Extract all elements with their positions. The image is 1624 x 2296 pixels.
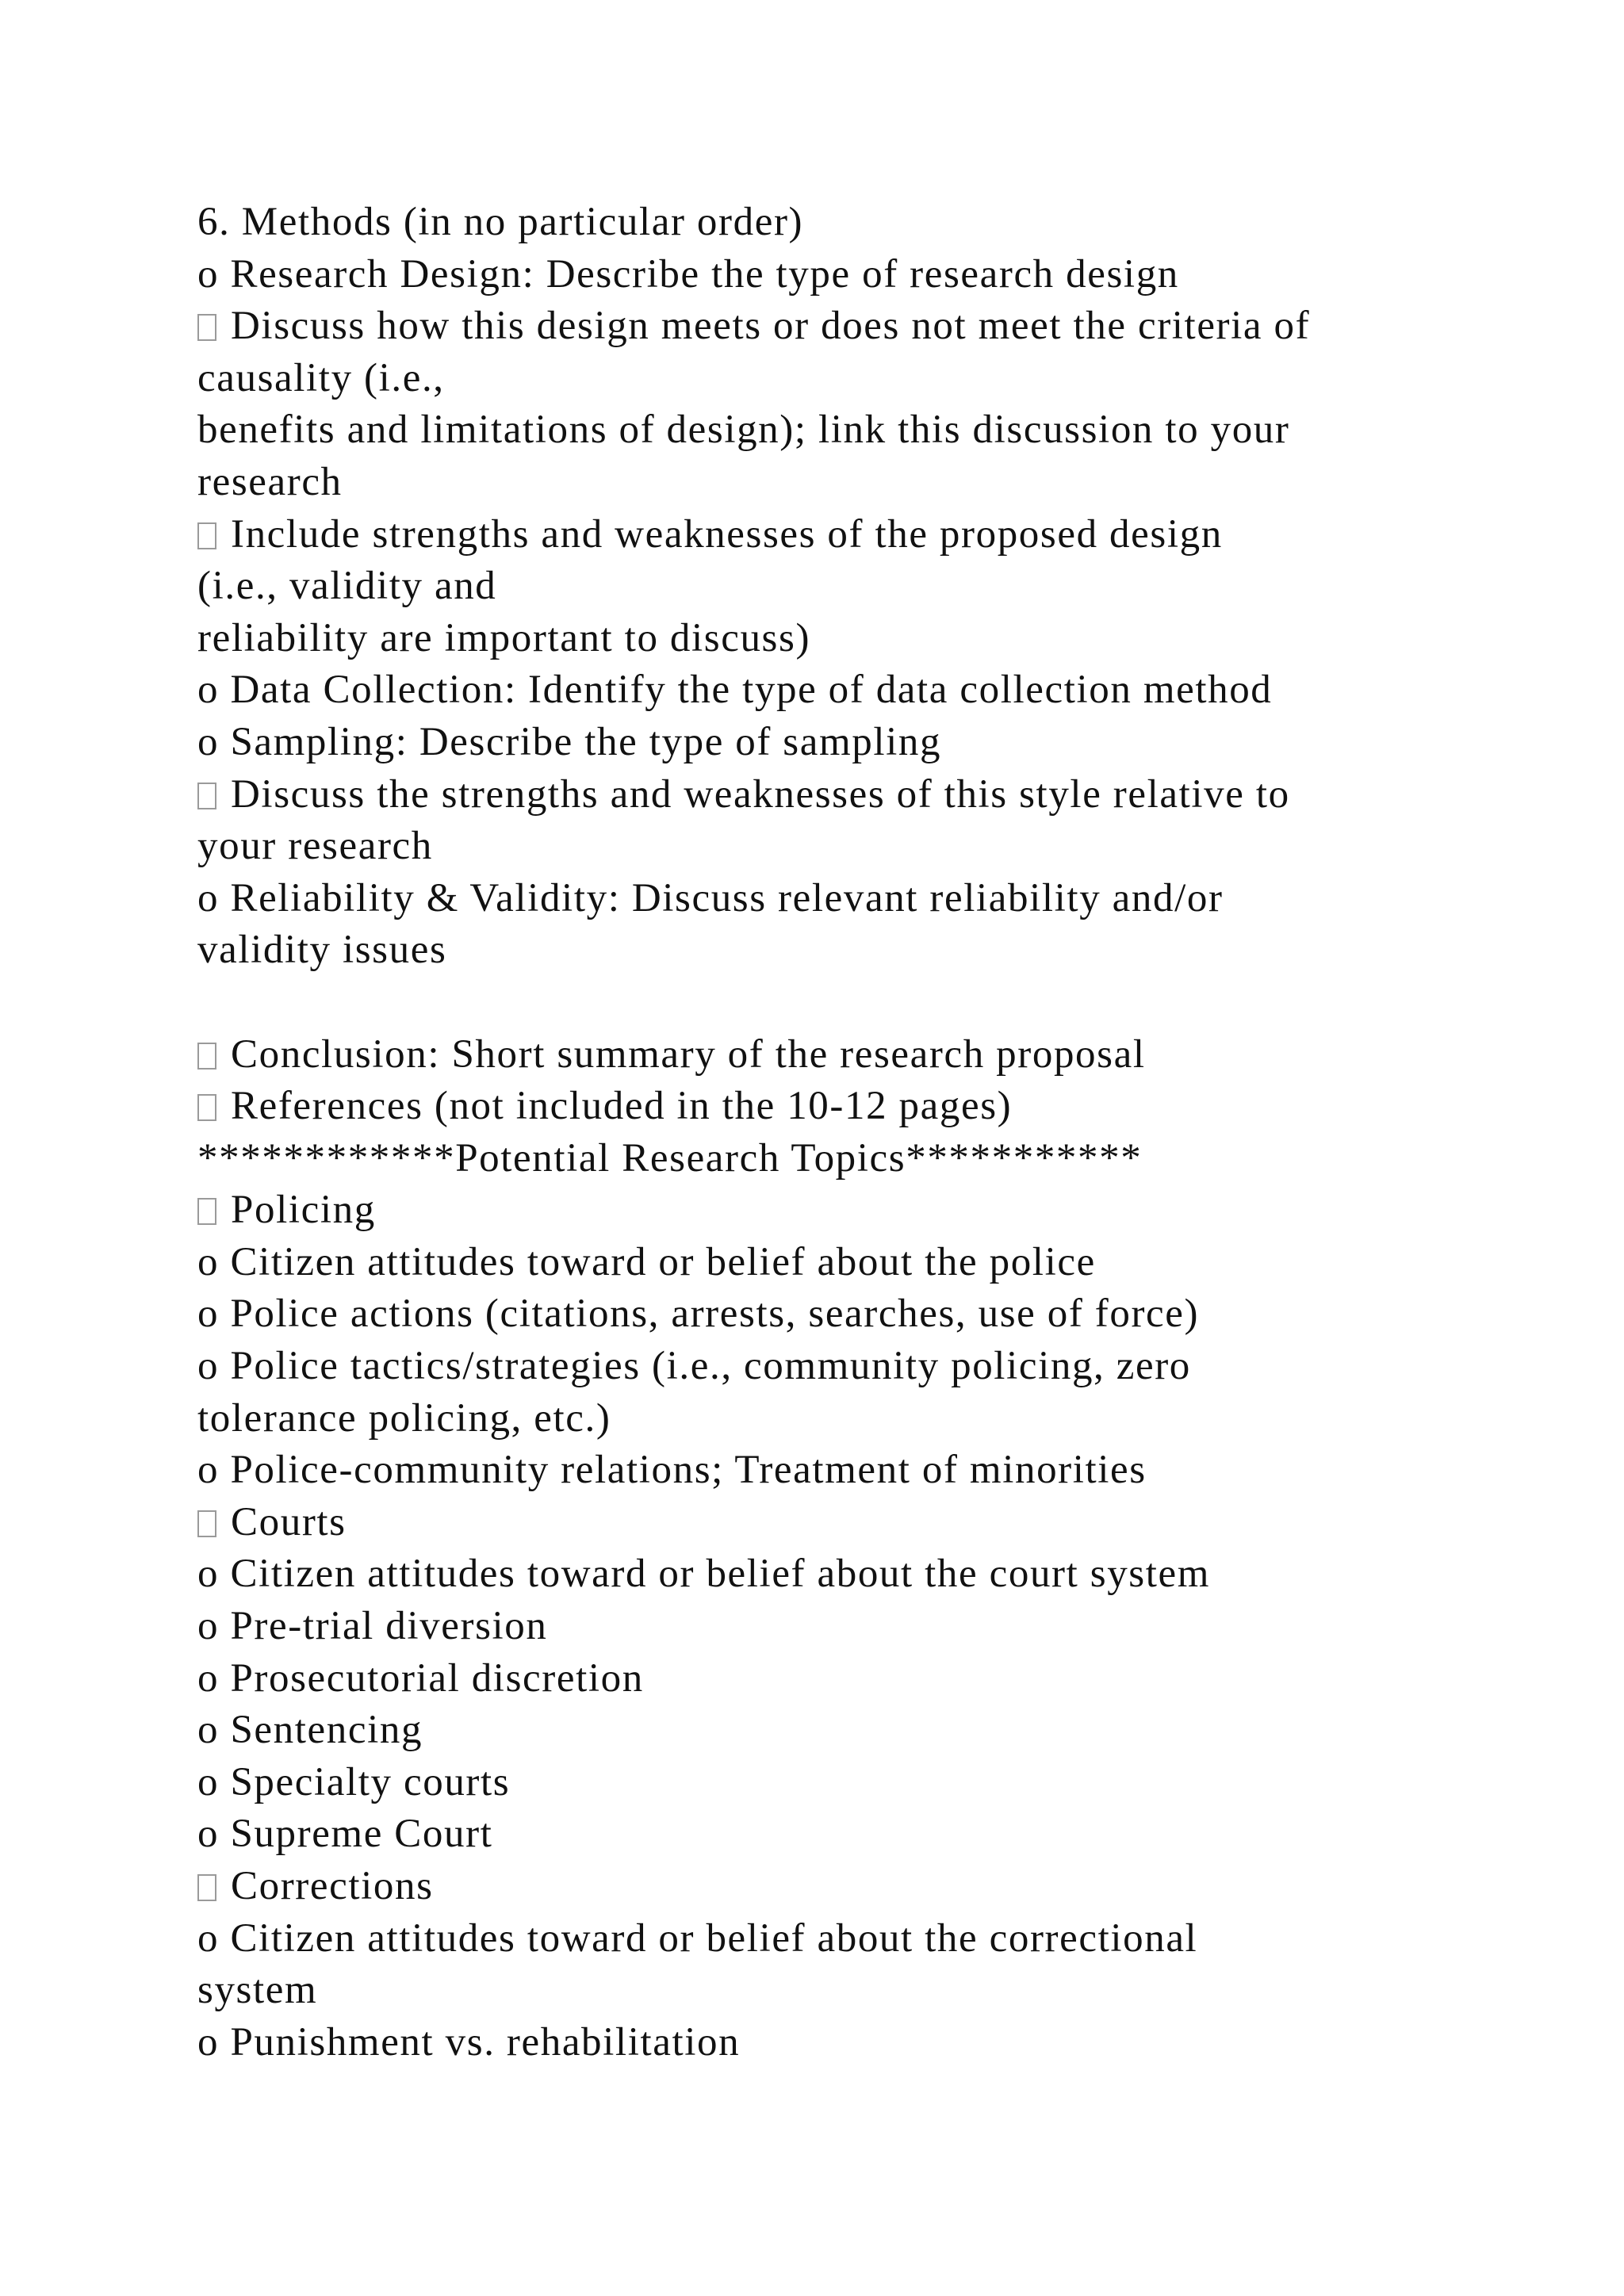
line-text: Corrections — [231, 1864, 434, 1908]
text-line — [197, 1133, 1466, 1185]
text-line — [197, 561, 1466, 613]
text-line — [197, 1808, 1466, 1861]
text-line — [197, 457, 1466, 509]
line-text: Conclusion: Short summary of the research proposal — [231, 1031, 1146, 1077]
document-body — [197, 197, 1466, 2068]
missing-glyph-bullet-icon — [197, 1043, 216, 1070]
line-text: 6. Methods (in no particular order) — [197, 200, 804, 244]
text-line — [197, 664, 1466, 717]
missing-glyph-bullet-icon — [197, 522, 216, 549]
missing-glyph-bullet-icon — [197, 783, 216, 809]
line-text: o Citizen attitudes toward or belief about the court system — [197, 1552, 1211, 1597]
missing-glyph-bullet-icon — [197, 314, 216, 341]
bullet-line — [197, 1081, 1466, 1133]
missing-glyph-bullet-icon — [197, 1510, 216, 1537]
missing-glyph-bullet-icon — [197, 1094, 216, 1121]
text-line — [197, 717, 1466, 769]
line-text: your research — [197, 824, 433, 869]
text-line — [197, 613, 1466, 665]
bullet-line — [197, 769, 1466, 821]
text-line — [197, 1341, 1466, 1393]
line-text: o Police actions (citations, arrests, searches, use of force) — [197, 1292, 1200, 1337]
text-line — [197, 1288, 1466, 1341]
text-line — [197, 249, 1466, 301]
bullet-line — [197, 1184, 1466, 1237]
line-text: Courts — [231, 1499, 347, 1544]
line-text: causality (i.e., — [197, 355, 445, 400]
missing-glyph-bullet-icon — [197, 1874, 216, 1901]
text-line — [197, 821, 1466, 873]
text-line — [197, 873, 1466, 925]
line-text: o Prosecutorial discretion — [197, 1655, 644, 1701]
line-text: Include strengths and weaknesses of the proposed design — [231, 511, 1223, 557]
bullet-line — [197, 509, 1466, 561]
line-text: o Research Design: Describe the type of research design — [197, 251, 1179, 297]
line-text: research — [197, 459, 343, 504]
line-text: o Police-community relations; Treatment of minorities — [197, 1448, 1147, 1493]
text-line — [197, 1705, 1466, 1757]
line-text: o Supreme Court — [197, 1812, 493, 1857]
bullet-line — [197, 1497, 1466, 1549]
line-text: o Punishment vs. rehabilitation — [197, 2019, 741, 2064]
missing-glyph-bullet-icon — [197, 1198, 216, 1225]
text-line — [197, 404, 1466, 457]
text-line — [197, 1653, 1466, 1705]
line-text: Discuss how this design meets or does not meet the criteria of — [231, 304, 1311, 349]
text-line — [197, 1601, 1466, 1653]
line-text: Discuss the strengths and weaknesses of this style relative to — [231, 771, 1290, 817]
line-text: o Police tactics/strategies (i.e., community policing, zero — [197, 1344, 1191, 1389]
blank-line — [197, 977, 1466, 1029]
line-text: References (not included in the 10-12 pages) — [231, 1084, 1013, 1129]
line-text: o Citizen attitudes toward or belief about the correctional — [197, 1915, 1198, 1961]
bullet-line — [197, 1861, 1466, 1913]
text-line — [197, 1757, 1466, 1809]
line-text: o Sampling: Describe the type of sampling — [197, 719, 942, 764]
text-line — [197, 1965, 1466, 2017]
line-text: reliability are important to discuss) — [197, 615, 811, 660]
bullet-line — [197, 1029, 1466, 1081]
text-line — [197, 197, 1466, 249]
text-line — [197, 924, 1466, 977]
line-text: o Pre-trial diversion — [197, 1604, 548, 1649]
line-text: system — [197, 1968, 318, 2013]
text-line — [197, 1393, 1466, 1445]
line-text: validity issues — [197, 928, 447, 973]
line-text: tolerance policing, etc.) — [197, 1395, 611, 1441]
line-text: (i.e., validity and — [197, 564, 497, 609]
text-line — [197, 1913, 1466, 1965]
bullet-line — [197, 300, 1466, 353]
line-text: o Citizen attitudes toward or belief about the police — [197, 1239, 1096, 1284]
text-line — [197, 1445, 1466, 1497]
text-line — [197, 2017, 1466, 2069]
line-text: Policing — [231, 1188, 376, 1233]
text-line — [197, 353, 1466, 405]
line-text: benefits and limitations of design); link this discussion to your — [197, 408, 1290, 453]
line-text: o Data Collection: Identify the type of data collection method — [197, 668, 1273, 713]
text-line — [197, 1548, 1466, 1601]
line-text: o Reliability & Validity: Discuss relevant reliability and/or — [197, 875, 1224, 920]
text-line — [197, 1237, 1466, 1289]
line-text: o Specialty courts — [197, 1759, 511, 1804]
line-text: ************Potential Research Topics*********** — [197, 1135, 1143, 1181]
line-text: o Sentencing — [197, 1708, 423, 1753]
